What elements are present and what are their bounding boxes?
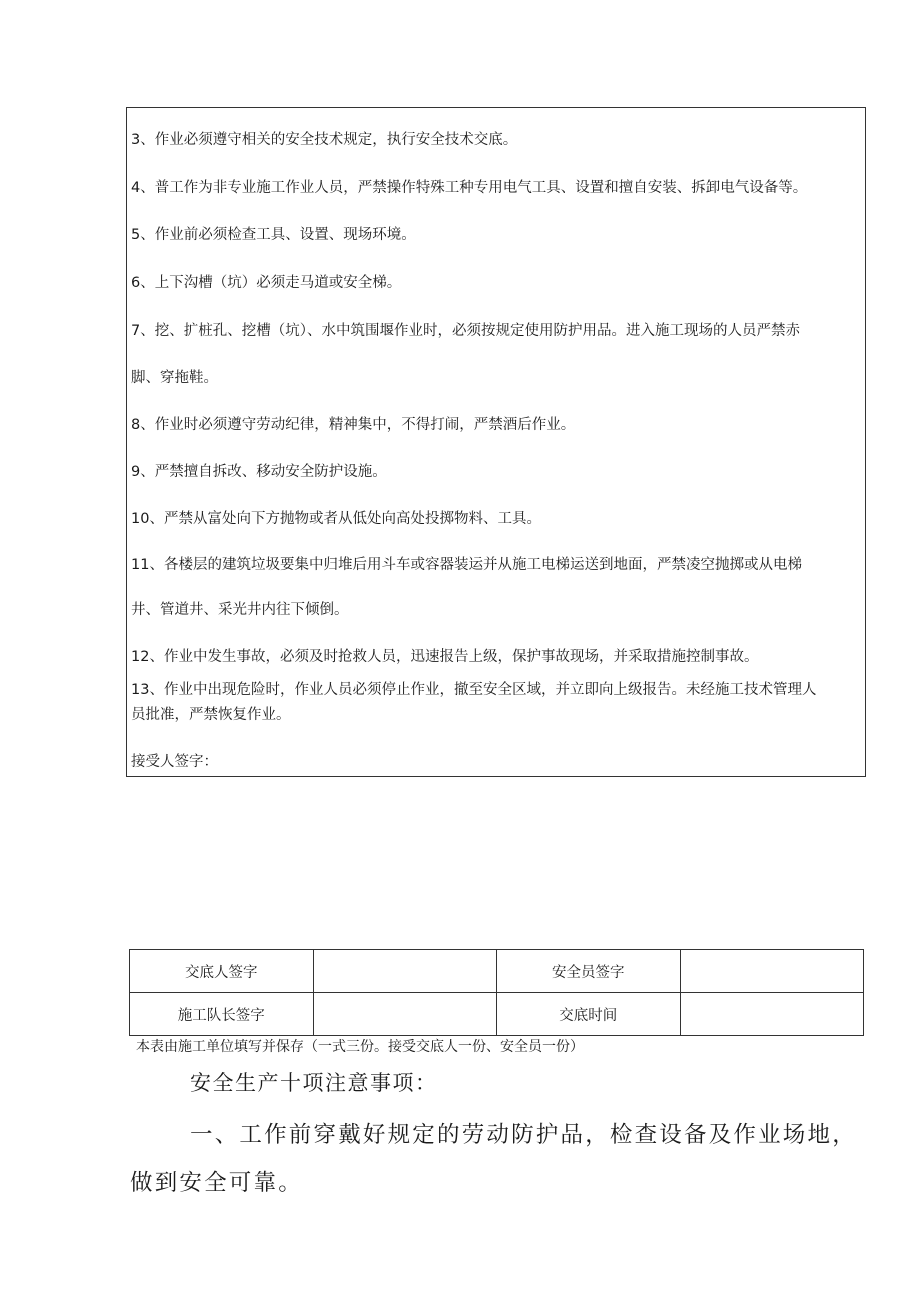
notice-item-1: 一、工作前穿戴好规定的劳动防护品，检查设备及作业场地，做到安全可靠。 (130, 1122, 857, 1196)
team-leader-signature-label: 施工队长签字 (130, 993, 314, 1036)
rule-7-line2: 脚、穿拖鞋。 (131, 370, 218, 386)
rule-7-line1: 7、挖、扩桩孔、挖槽（坑）、水中筑围堰作业时，必须按规定使用防护用品。进入施工现场的人员严禁赤 (131, 323, 800, 339)
rule-6: 6、上下沟槽（坑）必须走马道或安全梯。 (131, 275, 402, 291)
signature-row (130, 993, 864, 1036)
form-footnote: 本表由施工单位填写并保存（一式三份。接受交底人一份、安全员一份） (136, 1039, 584, 1055)
rule-9: 9、严禁擅自拆改、移动安全防护设施。 (131, 464, 387, 480)
rule-10: 10、严禁从富处向下方抛物或者从低处向高处投掷物料、工具。 (131, 511, 541, 527)
rule-13-line1: 13、作业中出现危险时，作业人员必须停止作业，撤至安全区域，并立即向上级报告。未经施工技术管理人 (131, 682, 817, 698)
rule-5: 5、作业前必须检查工具、设置、现场环境。 (131, 227, 416, 243)
rule-8: 8、作业时必须遵守劳动纪律，精神集中，不得打闹，严禁酒后作业。 (131, 417, 576, 433)
rule-3: 3、作业必须遵守相关的安全技术规定，执行安全技术交底。 (131, 132, 518, 148)
notice-title: 安全生产十项注意事项： (190, 1071, 438, 1095)
rule-13-line2: 员批准，严禁恢复作业。 (131, 707, 291, 723)
rule-11-line1: 11、各楼层的建筑垃圾要集中归堆后用斗车或容器装运并从施工电梯运送到地面，严禁凌空抛掷或从电梯 (131, 557, 802, 573)
signature-row (130, 950, 864, 993)
signature-table (129, 949, 864, 1036)
receiver-signature-label: 接受人签字： (131, 754, 218, 770)
rule-12: 12、作业中发生事故，必须及时抢救人员，迅速报告上级，保护事故现场，并采取措施控制事故。 (131, 649, 759, 665)
disclosure-date-field[interactable] (680, 993, 864, 1036)
discloser-signature-label: 交底人签字 (130, 950, 314, 993)
rule-4: 4、普工作为非专业施工作业人员，严禁操作特殊工种专用电气工具、设置和擅自安装、拆卸电气设备等。 (131, 180, 808, 196)
disclosure-date-label: 交底时间 (497, 993, 681, 1036)
safety-officer-signature-label: 安全员签字 (497, 950, 681, 993)
team-leader-signature-field[interactable] (313, 993, 497, 1036)
rule-11-line2: 井、管道井、采光井内往下倾倒。 (131, 602, 349, 618)
safety-rules-box (126, 107, 866, 777)
discloser-signature-field[interactable] (313, 950, 497, 993)
safety-officer-signature-field[interactable] (680, 950, 864, 993)
